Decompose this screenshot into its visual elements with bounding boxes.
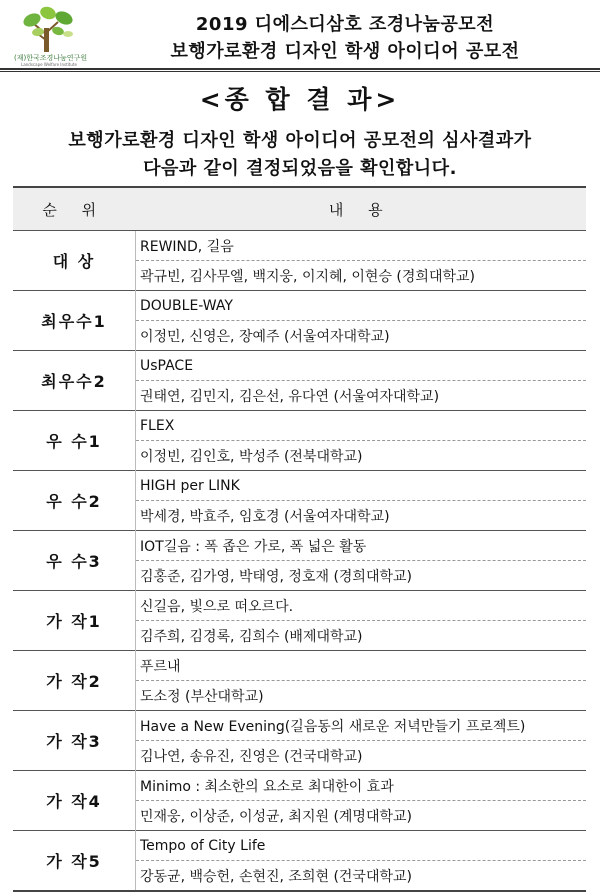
header-line-1: 2019 디에스디삼호 조경나눔공모전 [195, 14, 495, 35]
rank-cell: 최우수1 [13, 291, 136, 351]
project-title-cell: UsPACE [136, 351, 587, 381]
project-title-cell: Tempo of City Life [136, 831, 587, 861]
project-title-cell: REWIND, 길음 [136, 231, 587, 261]
table-row [13, 591, 586, 621]
header-divider [0, 68, 600, 70]
table-row [13, 291, 586, 321]
rank-column-header: 순 위 [13, 187, 136, 231]
team-members-cell: 도소정 (부산대학교) [136, 681, 587, 711]
intro-line-1: 보행가로환경 디자인 학생 아이디어 공모전의 심사결과가 [68, 130, 532, 151]
tree-logo-icon [18, 4, 78, 54]
team-members-cell: 민재웅, 이상준, 이성균, 최지원 (계명대학교) [136, 801, 587, 831]
project-title-cell: Have a New Evening(길음동의 새로운 저녁만들기 프로젝트) [136, 711, 587, 741]
project-title-cell: HIGH per LINK [136, 471, 587, 501]
table-row [13, 411, 586, 441]
team-members-cell: 강동균, 백승헌, 손현진, 조희현 (건국대학교) [136, 861, 587, 892]
table-row [13, 771, 586, 801]
rank-cell: 우 수2 [13, 471, 136, 531]
rank-cell: 가 작3 [13, 711, 136, 771]
rank-cell: 우 수3 [13, 531, 136, 591]
main-title: <종 합 결 과> [199, 85, 401, 114]
table-row [13, 231, 586, 261]
rank-cell: 가 작2 [13, 651, 136, 711]
rank-cell: 가 작1 [13, 591, 136, 651]
table-row [13, 651, 586, 681]
team-members-cell: 권태연, 김민지, 김은선, 유다연 (서울여자대학교) [136, 381, 587, 411]
project-title-cell: 푸르내 [136, 651, 587, 681]
rank-cell: 가 작4 [13, 771, 136, 831]
project-title-cell: FLEX [136, 411, 587, 441]
table-row [13, 471, 586, 501]
institute-logo [14, 4, 88, 68]
project-title-cell: Minimo : 최소한의 요소로 최대한이 효과 [136, 771, 587, 801]
results-table [13, 186, 586, 892]
rank-cell: 우 수1 [13, 411, 136, 471]
rank-cell: 가 작5 [13, 831, 136, 892]
rank-cell: 최우수2 [13, 351, 136, 411]
rank-cell: 대 상 [13, 231, 136, 291]
table-header-row [13, 187, 586, 231]
table-row [13, 711, 586, 741]
team-members-cell: 이정빈, 김인호, 박성주 (전북대학교) [136, 441, 587, 471]
project-title-cell: DOUBLE-WAY [136, 291, 587, 321]
logo-subtitle: Landscape Welfare Institute [21, 62, 77, 67]
project-title-cell: 신길음, 빛으로 떠오르다. [136, 591, 587, 621]
content-column-header: 내 용 [136, 187, 587, 231]
header-line-2: 보행가로환경 디자인 학생 아이디어 공모전 [170, 41, 520, 62]
intro-line-2: 다음과 같이 결정되었음을 확인합니다. [143, 158, 457, 179]
team-members-cell: 이정민, 신영은, 장예주 (서울여자대학교) [136, 321, 587, 351]
table-row [13, 531, 586, 561]
project-title-cell: IOT길음 : 폭 좁은 가로, 폭 넓은 활동 [136, 531, 587, 561]
team-members-cell: 곽규빈, 김사무엘, 백지웅, 이지혜, 이현승 (경희대학교) [136, 261, 587, 291]
logo-name: (재)한국조경나눔연구원 [14, 54, 88, 62]
header-divider-thin [0, 71, 600, 72]
team-members-cell: 박세경, 박효주, 임호경 (서울여자대학교) [136, 501, 587, 531]
team-members-cell: 김주희, 김경록, 김희수 (배제대학교) [136, 621, 587, 651]
team-members-cell: 김나연, 송유진, 진영은 (건국대학교) [136, 741, 587, 771]
table-row [13, 831, 586, 861]
team-members-cell: 김홍준, 김가영, 박태영, 정호재 (경희대학교) [136, 561, 587, 591]
table-row [13, 351, 586, 381]
